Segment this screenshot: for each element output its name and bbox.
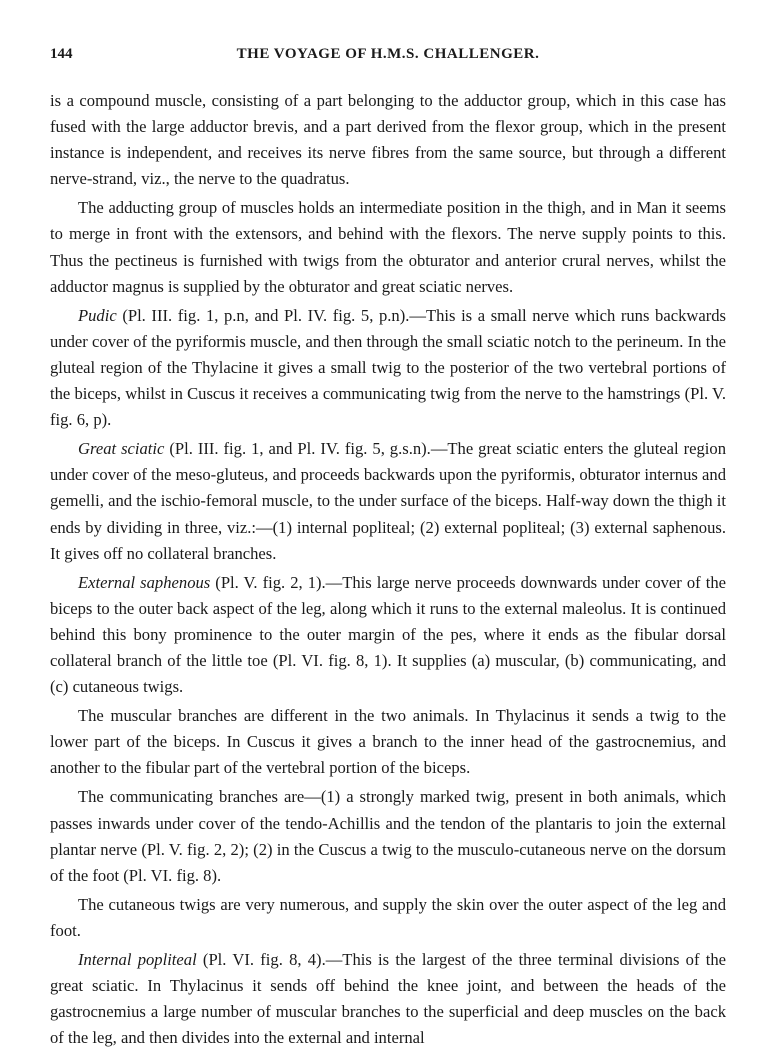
paragraph-lead-pudic: Pudic — [78, 305, 117, 325]
page-header — [50, 46, 726, 68]
paragraph-continued-text: is a compound muscle, consisting of a part belonging to the adductor group, which in this case has fused with the large adductor brevis, and a part derived from the flexor group, which in the present instance is independent, and receives its nerve fibres from the same source, but through a different nerve-strand, viz., the nerve to the quadratus. — [50, 91, 726, 189]
running-title: THE VOYAGE OF H.M.S. CHALLENGER. — [236, 46, 540, 62]
paragraph-communicating-branches: The communicating branches are—(1) a strongly marked twig, present in both animals, which passes inwards under cover of the tendo-Achillis and the tendon of the plantaris to join the external plantar nerve (Pl. V. fig. 2, 2); (2) in the Cuscus a twig to the musculo-cutaneous nerve on the dorsum of the foot (Pl. VI. fig. 8). — [50, 787, 726, 885]
paragraph-adducting-group: The adducting group of muscles holds an intermediate position in the thigh, and in Man it seems to merge in front with the extensors, and behind with the flexors. The nerve supply points to this. Thus the pectineus is furnished with twigs from the obturator and anterior crural nerves, whilst the adductor magnus is supplied by the obturator and great sciatic nerves. — [50, 198, 726, 296]
paragraph-muscular-branches: The muscular branches are different in the two animals. In Thylacinus it sends a twig to the lower part of the biceps. In Cuscus it gives a branch to the inner head of the gastrocnemius, and another to the fibular part of the vertebral portion of the biceps. — [50, 706, 726, 778]
page-number: 144 — [50, 46, 73, 62]
paragraph-internal-popliteal: Internal popliteal (Pl. VI. fig. 8, 4).—This is the largest of the three terminal divisions of the great sciatic. In Thylacinus it sends off behind the knee joint, and between the heads of the gastrocnemius a large number of muscular branches to the superficial and deep muscles on the back of the leg, and then divides into the external and internal — [50, 950, 726, 1048]
paragraph-external-saphenous: External saphenous (Pl. V. fig. 2, 1).—This large nerve proceeds downwards under cover of the biceps to the outer back aspect of the leg, along which it runs to the external maleolus. It is continued behind this bony prominence to the outer margin of the pes, where it ends as the fibular dorsal collateral branch of the little toe (Pl. VI. fig. 8, 1). It supplies (a) muscular, (b) communicating, and (c) cutaneous twigs. — [50, 572, 726, 697]
body-text — [50, 88, 726, 1051]
paragraph-lead-external-saphenous: External saphenous — [78, 572, 211, 592]
paragraph-great-sciatic: Great sciatic (Pl. III. fig. 1, and Pl. IV. fig. 5, g.s.n).—The great sciatic enters the gluteal region under cover of the meso-gluteus, and proceeds backwards upon the pyriformis, obturator internus and gemelli, and the ischio-femoral muscle, to the under surface of the biceps. Half-way down the thigh it ends by dividing in three, viz.:—(1) internal popliteal; (2) external popliteal; (3) external saphenous. It gives off no collateral branches. — [50, 439, 726, 563]
paragraph-lead-great-sciatic: Great sciatic — [78, 439, 165, 459]
paragraph-lead-internal-popliteal: Internal popliteal — [78, 950, 197, 969]
paragraph-pudic: Pudic (Pl. III. fig. 1, p.n, and Pl. IV. fig. 5, p.n).—This is a small nerve which runs backwards under cover of the pyriformis muscle, and then through the small sciatic notch to the perineum. In the gluteal region of the Thylacine it gives a small twig to the posterior of the two vertebral portions of the biceps, whilst in Cuscus it receives a communicating twig from the nerve to the hamstrings (Pl. V. fig. 6, p). — [50, 305, 726, 430]
paragraph-cutaneous-twigs: The cutaneous twigs are very numerous, and supply the skin over the outer aspect of the leg and foot. — [50, 894, 726, 940]
